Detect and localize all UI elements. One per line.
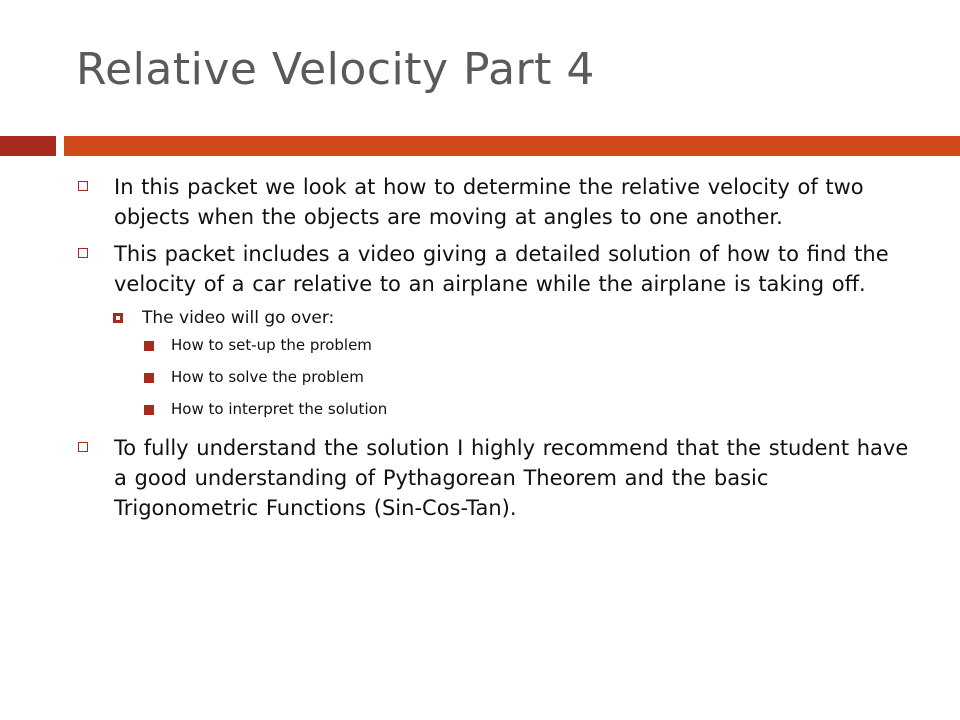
sub-sub-bullet-item bbox=[76, 367, 916, 387]
filled-square-bullet-icon bbox=[144, 341, 154, 351]
bullet-item-2 bbox=[76, 239, 916, 299]
sub-sub-bullet-text: How to set-up the problem bbox=[171, 336, 372, 354]
sub-bullet-text: The video will go over: bbox=[142, 308, 335, 328]
title-rule-left bbox=[0, 136, 56, 156]
bullet-text: To fully understand the solution I highly recommend that the student have a good understanding of Pythagorean Theorem and the basic Trigonometric Functions (Sin-Cos-Tan). bbox=[114, 436, 909, 520]
hollow-square-bullet-icon bbox=[78, 248, 88, 258]
slide-body bbox=[76, 172, 916, 530]
bullet-text: This packet includes a video giving a detailed solution of how to find the velocity of a car relative to an airplane while the airplane is taking off. bbox=[114, 242, 889, 296]
bullet-text: In this packet we look at how to determine the relative velocity of two objects when the objects are moving at angles to one another. bbox=[114, 175, 864, 229]
framed-square-bullet-icon bbox=[113, 313, 123, 323]
hollow-square-bullet-icon bbox=[78, 181, 88, 191]
sub-sub-bullet-text: How to solve the problem bbox=[171, 368, 364, 386]
sub-sub-bullet-item bbox=[76, 399, 916, 419]
sub-sub-bullet-text: How to interpret the solution bbox=[171, 400, 388, 418]
slide-title: Relative Velocity Part 4 bbox=[76, 44, 595, 95]
bullet-item-3 bbox=[76, 433, 916, 523]
filled-square-bullet-icon bbox=[144, 373, 154, 383]
hollow-square-bullet-icon bbox=[78, 442, 88, 452]
sub-bullet-item bbox=[76, 306, 916, 330]
title-rule-right bbox=[64, 136, 960, 156]
sub-sub-bullet-item bbox=[76, 335, 916, 355]
filled-square-bullet-icon bbox=[144, 405, 154, 415]
bullet-item-1 bbox=[76, 172, 916, 232]
